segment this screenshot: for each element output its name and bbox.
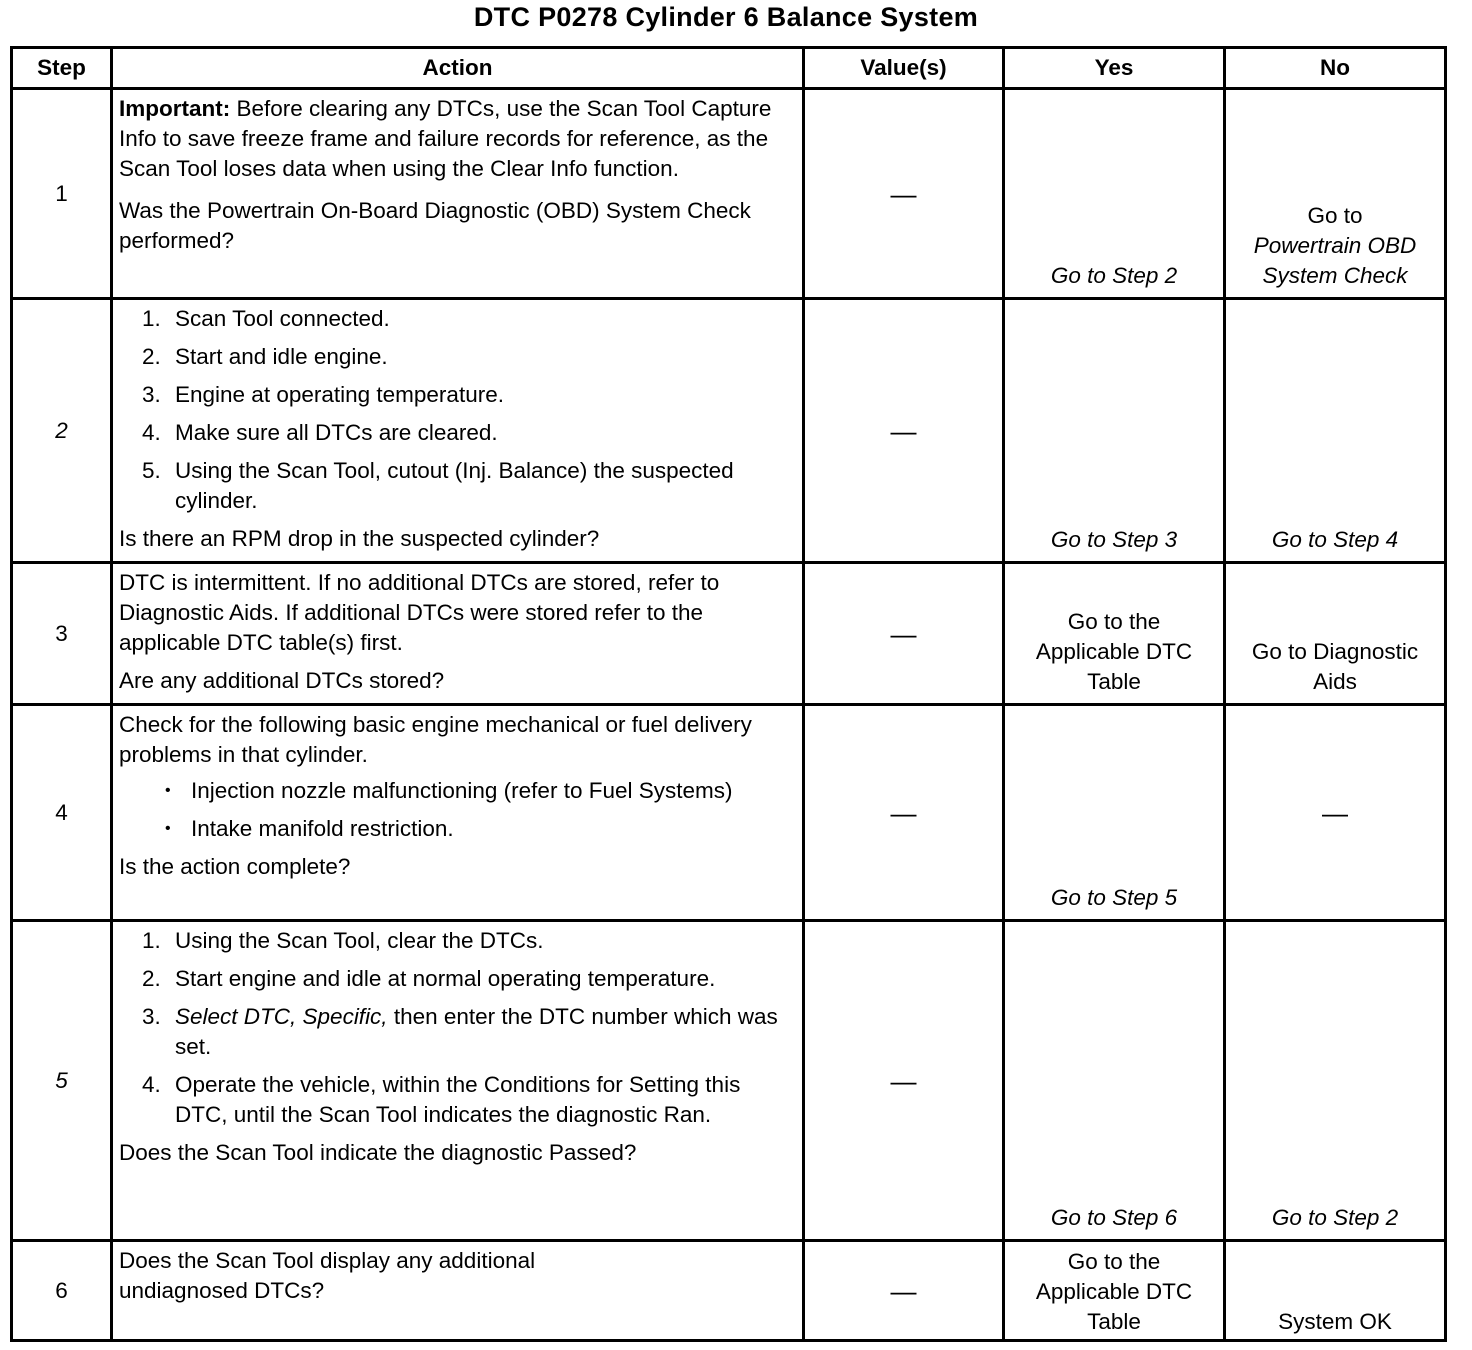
table-row-step-2 — [12, 299, 1446, 563]
no-line-2: Powertrain OBD System Check — [1253, 233, 1417, 288]
question: Was the Powertrain On-Board Diagnostic (OBD) System Check performed? — [119, 198, 751, 253]
step-number: 2 — [12, 299, 112, 563]
item-rest: then enter the DTC number which was set. — [175, 1004, 778, 1059]
question: Does the Scan Tool indicate the diagnostic Passed? — [119, 1140, 637, 1165]
yes-cell: Go to Step 6 — [1004, 921, 1225, 1241]
question: Does the Scan Tool display any additional undiagnosed DTCs? — [119, 1248, 536, 1303]
yes-cell: Go to Step 2 — [1004, 89, 1225, 299]
action-text: Check for the following basic engine mechanical or fuel delivery problems in that cylinder. — [119, 712, 752, 767]
question: Is the action complete? — [119, 854, 351, 879]
table-row-step-4 — [12, 705, 1446, 921]
list-item: 4. Make sure all DTCs are cleared. — [167, 418, 794, 448]
value-cell: — — [804, 89, 1004, 299]
dtc-table — [10, 46, 1447, 1342]
list-item: • Injection nozzle malfunctioning (refer to Fuel Systems) — [191, 776, 794, 806]
yes-cell: Go to the Applicable DTC Table — [1004, 1241, 1225, 1341]
list-item: • Intake manifold restriction. — [191, 814, 794, 844]
step-number: 4 — [12, 705, 112, 921]
value-cell: — — [804, 299, 1004, 563]
header-action: Action — [112, 48, 804, 89]
no-line-1: Go to — [1307, 203, 1363, 228]
no-cell: Go to Diagnostic Aids — [1225, 563, 1446, 705]
table-row-step-5 — [12, 921, 1446, 1241]
action-cell — [112, 563, 804, 705]
table-row-step-6 — [12, 1241, 1446, 1341]
action-cell — [112, 1241, 804, 1341]
list-item — [167, 1002, 794, 1062]
action-cell — [112, 705, 804, 921]
value-cell: — — [804, 921, 1004, 1241]
no-cell — [1225, 89, 1446, 299]
step-number: 6 — [12, 1241, 112, 1341]
step-number: 1 — [12, 89, 112, 299]
step-number: 5 — [12, 921, 112, 1241]
header-step: Step — [12, 48, 112, 89]
no-cell: System OK — [1225, 1241, 1446, 1341]
list-item: 2. Start and idle engine. — [167, 342, 794, 372]
question: Are any additional DTCs stored? — [119, 668, 445, 693]
item-italic: Select DTC, Specific, — [175, 1004, 388, 1029]
important-note — [119, 94, 794, 184]
important-label: Important: — [119, 96, 231, 121]
header-values: Value(s) — [804, 48, 1004, 89]
value-cell: — — [804, 705, 1004, 921]
list-item: 1. Scan Tool connected. — [167, 304, 794, 334]
no-cell: — — [1225, 705, 1446, 921]
yes-cell: Go to Step 3 — [1004, 299, 1225, 563]
action-cell — [112, 89, 804, 299]
no-cell: Go to Step 4 — [1225, 299, 1446, 563]
page-title: DTC P0278 Cylinder 6 Balance System — [473, 2, 979, 32]
list-item: 1. Using the Scan Tool, clear the DTCs. — [167, 926, 794, 956]
action-cell — [112, 921, 804, 1241]
no-cell: Go to Step 2 — [1225, 921, 1446, 1241]
header-row — [12, 48, 1446, 89]
important-text: Before clearing any DTCs, use the Scan Tool Capture Info to save freeze frame and failure records for reference, as the Scan Tool loses data when using the Clear Info function. — [119, 96, 772, 181]
action-cell — [112, 299, 804, 563]
yes-cell: Go to the Applicable DTC Table — [1004, 563, 1225, 705]
procedure-list — [119, 926, 794, 1130]
value-cell: — — [804, 1241, 1004, 1341]
list-item: 2. Start engine and idle at normal operating temperature. — [167, 964, 794, 994]
list-item: 4. Operate the vehicle, within the Conditions for Setting this DTC, until the Scan Tool indicates the diagnostic Ran. — [167, 1070, 794, 1130]
table-row-step-1 — [12, 89, 1446, 299]
action-text: DTC is intermittent. If no additional DTCs are stored, refer to Diagnostic Aids. If additional DTCs were stored refer to the applicable DTC table(s) first. — [119, 570, 720, 655]
header-yes: Yes — [1004, 48, 1225, 89]
question: Is there an RPM drop in the suspected cylinder? — [119, 526, 600, 551]
step-number: 3 — [12, 563, 112, 705]
bullet-list — [119, 776, 794, 844]
header-no: No — [1225, 48, 1446, 89]
procedure-list — [119, 304, 794, 516]
value-cell: — — [804, 563, 1004, 705]
yes-cell: Go to Step 5 — [1004, 705, 1225, 921]
table-row-step-3 — [12, 563, 1446, 705]
list-item: 5. Using the Scan Tool, cutout (Inj. Balance) the suspected cylinder. — [167, 456, 794, 516]
list-item: 3. Engine at operating temperature. — [167, 380, 794, 410]
